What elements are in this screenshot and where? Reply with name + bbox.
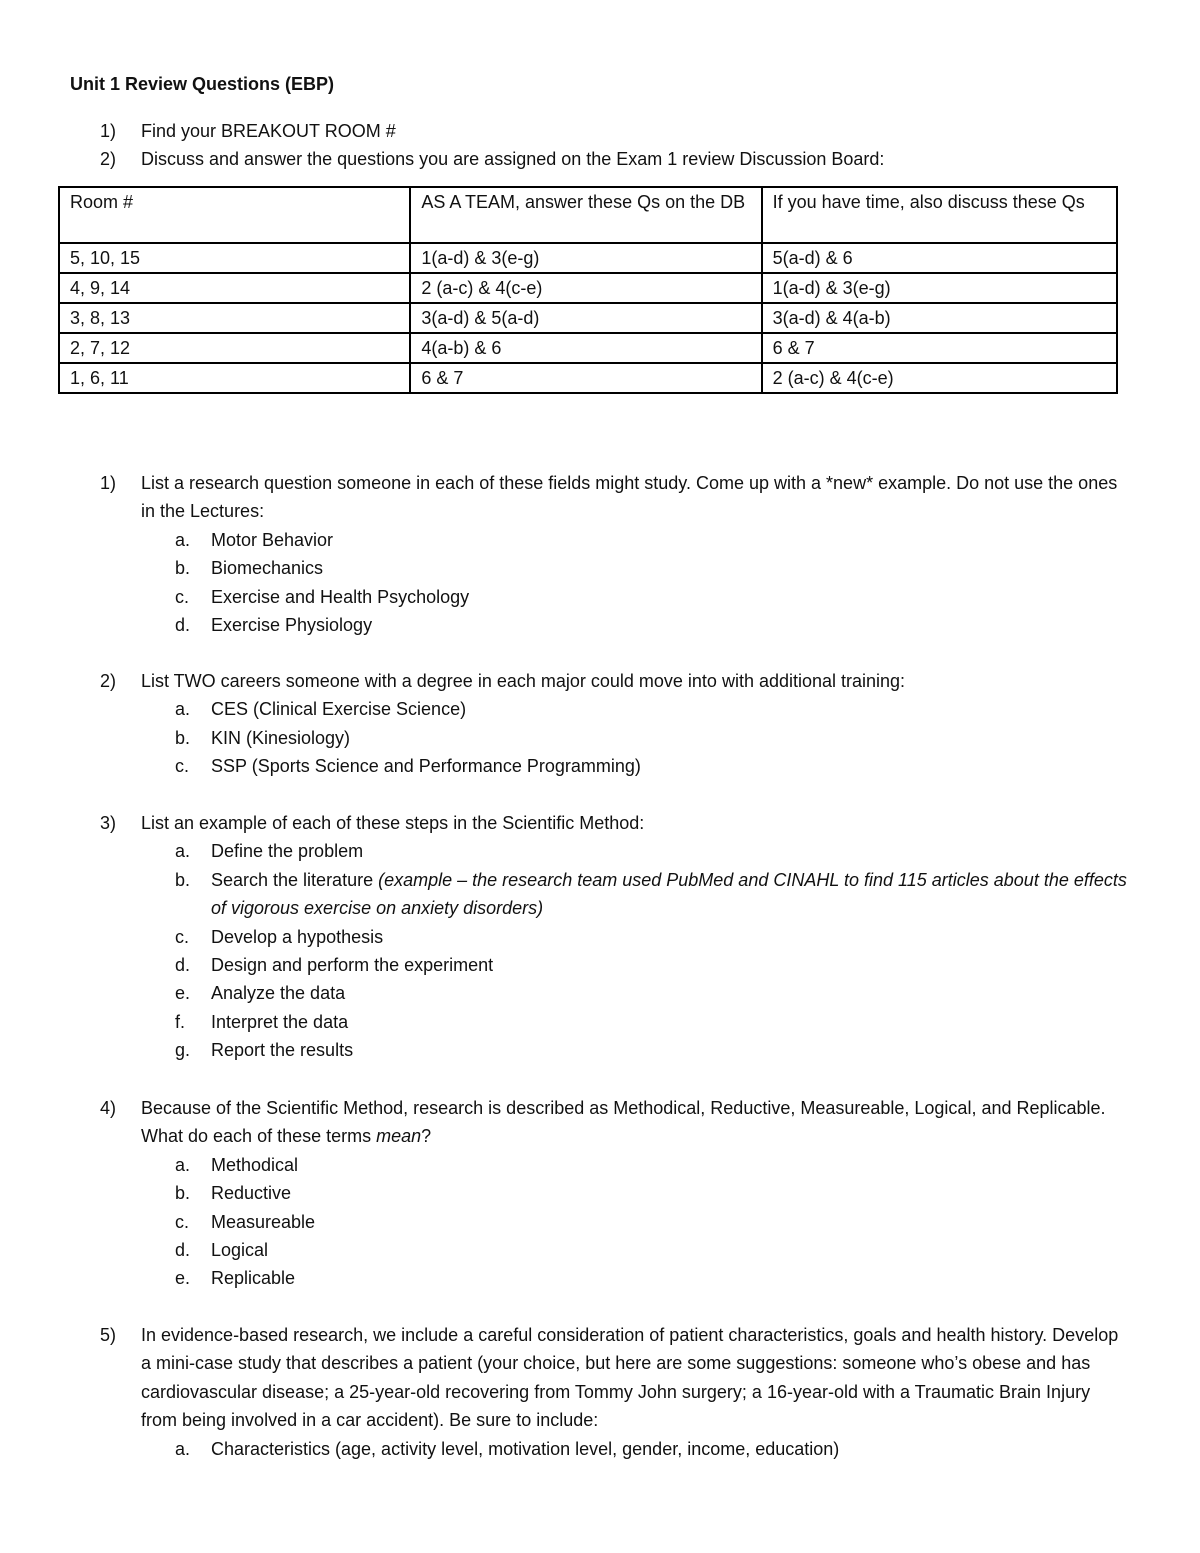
question-3 bbox=[100, 809, 1130, 1065]
cell-extra-qs: 5(a-d) & 6 bbox=[762, 243, 1117, 273]
item-letter: f. bbox=[175, 1011, 186, 1032]
list-item bbox=[100, 1179, 1130, 1207]
item-letter: c. bbox=[175, 926, 190, 947]
list-item bbox=[100, 951, 1130, 979]
cell-team-qs: 2 (a-c) & 4(c-e) bbox=[410, 273, 761, 303]
item-text: KIN (Kinesiology) bbox=[211, 727, 351, 748]
item-example-note: (example – the research team used PubMed and CINAHL to find 115 articles about the effects of vigorous exercise on anxiety disorders) bbox=[211, 869, 1127, 919]
cell-room: 4, 9, 14 bbox=[59, 273, 410, 303]
question-text: List an example of each of these steps in the Scientific Method: bbox=[141, 813, 645, 833]
item-letter: a. bbox=[175, 1438, 191, 1459]
cell-extra-qs: 1(a-d) & 3(e-g) bbox=[762, 273, 1117, 303]
item-letter: b. bbox=[175, 1183, 191, 1204]
table-row bbox=[59, 273, 1117, 303]
list-item bbox=[100, 837, 1130, 865]
question-number: 3) bbox=[100, 813, 117, 833]
list-item bbox=[100, 526, 1130, 554]
question-number: 2) bbox=[100, 671, 117, 691]
cell-extra-qs: 2 (a-c) & 4(c-e) bbox=[762, 363, 1117, 393]
list-item bbox=[100, 583, 1130, 611]
list-item bbox=[100, 554, 1130, 582]
item-letter: c. bbox=[175, 756, 190, 777]
cell-room: 3, 8, 13 bbox=[59, 303, 410, 333]
item-letter: a. bbox=[175, 699, 191, 720]
question-2 bbox=[100, 667, 1130, 781]
table-row bbox=[59, 243, 1117, 273]
table-header-row bbox=[59, 187, 1117, 243]
list-item bbox=[100, 1151, 1130, 1179]
table-row bbox=[59, 333, 1117, 363]
item-letter: g. bbox=[175, 1040, 191, 1061]
cell-room: 1, 6, 11 bbox=[59, 363, 410, 393]
item-letter: a. bbox=[175, 1154, 191, 1175]
item-letter: d. bbox=[175, 955, 191, 976]
question-number: 4) bbox=[100, 1098, 117, 1118]
sub-item-list bbox=[100, 837, 1130, 1064]
item-text: Reductive bbox=[211, 1183, 292, 1204]
item-letter: b. bbox=[175, 869, 191, 890]
item-text: Analyze the data bbox=[211, 983, 346, 1004]
list-item bbox=[100, 1264, 1130, 1292]
list-item bbox=[100, 752, 1130, 780]
item-text: Develop a hypothesis bbox=[211, 926, 384, 947]
item-text: Exercise Physiology bbox=[211, 615, 373, 636]
list-item bbox=[100, 611, 1130, 639]
table-row bbox=[59, 303, 1117, 333]
header-room: Room # bbox=[59, 187, 410, 243]
list-item bbox=[100, 866, 1130, 923]
list-item bbox=[100, 1236, 1130, 1264]
list-item bbox=[100, 1008, 1130, 1036]
question-text: List a research question someone in each of these fields might study. Come up with a *new* example. Do not use the ones in the Lectures: bbox=[141, 473, 1118, 522]
item-text: Biomechanics bbox=[211, 558, 324, 579]
item-text: Logical bbox=[211, 1240, 269, 1261]
sub-item-list bbox=[100, 1435, 1130, 1463]
cell-team-qs: 4(a-b) & 6 bbox=[410, 333, 761, 363]
cell-team-qs: 3(a-d) & 5(a-d) bbox=[410, 303, 761, 333]
question-text: List TWO careers someone with a degree in each major could move into with additional training: bbox=[141, 671, 906, 691]
instruction-text: Discuss and answer the questions you are assigned on the Exam 1 review Discussion Board: bbox=[141, 149, 885, 169]
item-letter: d. bbox=[175, 615, 191, 636]
item-text: Interpret the data bbox=[211, 1011, 349, 1032]
item-text: Exercise and Health Psychology bbox=[211, 586, 470, 607]
cell-team-qs: 6 & 7 bbox=[410, 363, 761, 393]
page-title: Unit 1 Review Questions (EBP) bbox=[70, 74, 335, 94]
cell-team-qs: 1(a-d) & 3(e-g) bbox=[410, 243, 761, 273]
header-extra-qs: If you have time, also discuss these Qs bbox=[762, 187, 1117, 243]
item-letter: a. bbox=[175, 841, 191, 862]
item-letter: e. bbox=[175, 983, 191, 1004]
item-text: Report the results bbox=[211, 1040, 354, 1061]
sub-item-list bbox=[100, 1151, 1130, 1293]
cell-extra-qs: 3(a-d) & 4(a-b) bbox=[762, 303, 1117, 333]
item-letter: b. bbox=[175, 558, 191, 579]
question-4 bbox=[100, 1094, 1130, 1293]
question-5 bbox=[100, 1321, 1130, 1463]
item-letter: c. bbox=[175, 586, 190, 607]
item-text: Characteristics (age, activity level, motivation level, gender, income, education) bbox=[211, 1438, 840, 1459]
list-item bbox=[100, 695, 1130, 723]
cell-room: 5, 10, 15 bbox=[59, 243, 410, 273]
item-letter: d. bbox=[175, 1240, 191, 1261]
item-letter: e. bbox=[175, 1268, 191, 1289]
question-text: In evidence-based research, we include a careful consideration of patient characteristics, goals and health history. Develop a mini-case study that describes a patient (your choice, but here are some suggestions: someone who’s obese and has cardiovascular disease; a 25-year-old recovering from Tommy John surgery; a 16-year-old with a Traumatic Brain Injury from being involved in a car accident). Be sure to include: bbox=[141, 1325, 1119, 1431]
list-item bbox=[100, 1208, 1130, 1236]
question-text-emphasis: mean bbox=[376, 1126, 422, 1147]
sub-item-list bbox=[100, 695, 1130, 780]
list-item bbox=[100, 1435, 1130, 1463]
question-number: 1) bbox=[100, 473, 117, 493]
list-item bbox=[100, 923, 1130, 951]
item-letter: c. bbox=[175, 1211, 190, 1232]
breakout-room-table bbox=[58, 186, 1118, 394]
item-text: Methodical bbox=[211, 1154, 299, 1175]
item-text: Motor Behavior bbox=[211, 529, 334, 550]
item-text: Measureable bbox=[211, 1211, 316, 1232]
list-item bbox=[100, 1036, 1130, 1064]
instruction-number: 1) bbox=[100, 121, 117, 141]
list-item bbox=[100, 724, 1130, 752]
instruction-text: Find your BREAKOUT ROOM # bbox=[141, 121, 396, 141]
list-item bbox=[100, 979, 1130, 1007]
item-text: Replicable bbox=[211, 1268, 296, 1289]
item-letter: a. bbox=[175, 529, 191, 550]
question-1 bbox=[100, 469, 1130, 639]
table-row bbox=[59, 363, 1117, 393]
question-text bbox=[141, 1094, 1130, 1151]
item-text: Search the literature bbox=[211, 869, 374, 890]
sub-item-list bbox=[100, 526, 1130, 640]
item-text: SSP (Sports Science and Performance Programming) bbox=[211, 756, 641, 777]
question-number: 5) bbox=[100, 1325, 117, 1345]
item-text: Design and perform the experiment bbox=[211, 955, 494, 976]
item-letter: b. bbox=[175, 727, 191, 748]
cell-room: 2, 7, 12 bbox=[59, 333, 410, 363]
question-text-end: ? bbox=[421, 1126, 432, 1147]
header-team-qs: AS A TEAM, answer these Qs on the DB bbox=[410, 187, 761, 243]
item-text: CES (Clinical Exercise Science) bbox=[211, 699, 467, 720]
question-text-main: Because of the Scientific Method, research is described as Methodical, Reductive, Measureable, Logical, and Replicable. What do each of these terms bbox=[141, 1098, 1106, 1147]
instruction-number: 2) bbox=[100, 149, 117, 169]
cell-extra-qs: 6 & 7 bbox=[762, 333, 1117, 363]
item-text: Define the problem bbox=[211, 841, 364, 862]
